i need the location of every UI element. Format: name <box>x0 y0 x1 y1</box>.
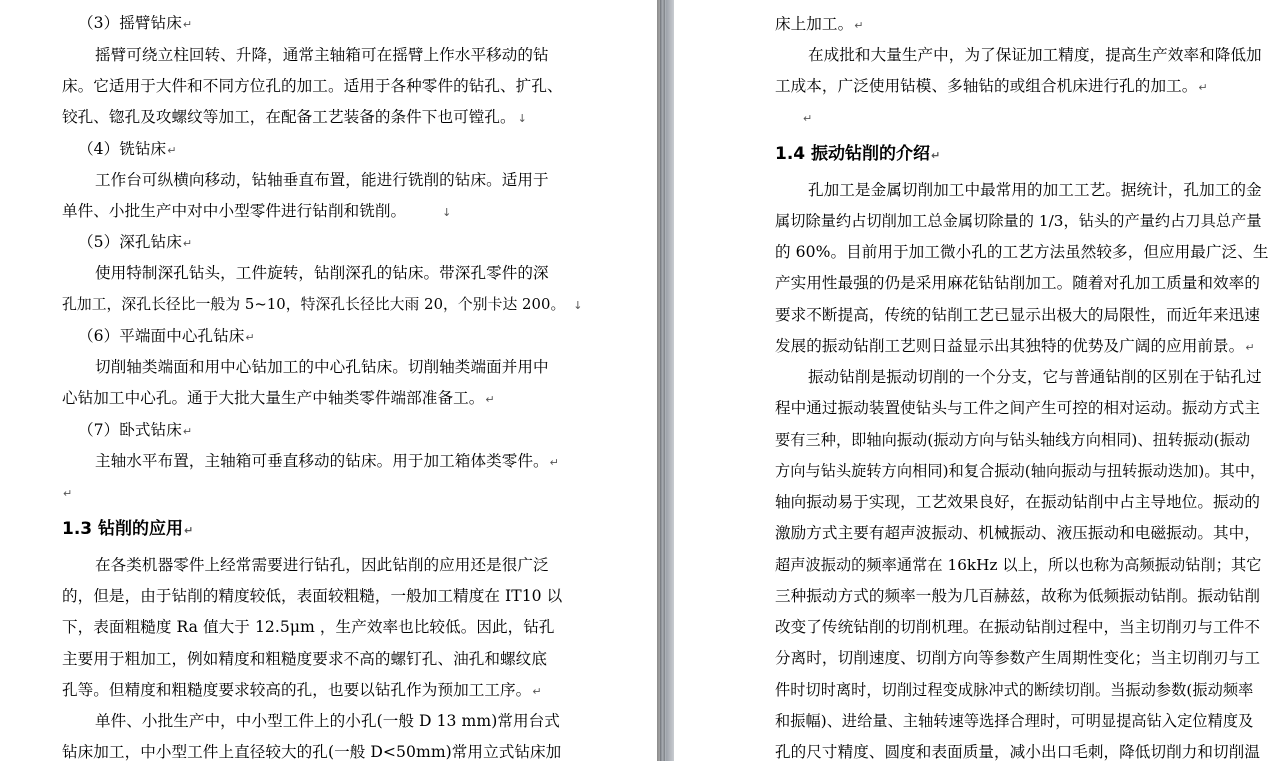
text-line: 单件、小批生产中，中小型工件上的小孔(一般 D 13 mm)常用台式 <box>95 712 560 730</box>
empty-paragraph: ↵ <box>63 487 73 500</box>
text-line: 心钻加工中心孔。通于大批大量生产中轴类零件端部准备工。↵ <box>62 389 495 407</box>
text-line: 的 60%。目前用于加工微小孔的工艺方法虽然较多，但应用最广泛、生 <box>775 243 1269 261</box>
text-line: 切削轴类端面和用中心钻加工的中心孔钻床。切削轴类端面并用中 <box>95 358 549 376</box>
subheading-milling-drill: （4）铣钻床↵ <box>78 140 177 158</box>
subheading-center-hole-drill: （6）平端面中心孔钻床↵ <box>78 327 255 345</box>
text-line: 振动钻削是振动切削的一个分支，它与普通钻削的区别在于钻孔过 <box>808 368 1262 386</box>
text-line: 铰孔、锪孔及攻螺纹等加工，在配备工艺装备的条件下也可镗孔。 ↓ <box>62 108 527 126</box>
text-line: 和振幅)、进给量、主轴转速等选择合理时，可明显提高钻入定位精度及 <box>775 712 1254 730</box>
text-line: 程中通过振动装置使钻头与工件之间产生可控的相对运动。振动方式主 <box>775 399 1260 417</box>
subheading-horizontal-drill: （7）卧式钻床↵ <box>78 421 193 439</box>
text-line: 产实用性最强的仍是采用麻花钻钻削加工。随着对孔加工质量和效率的 <box>775 274 1260 292</box>
text-line: 要有三种，即轴向振动(振动方向与钻头轴线方向相同)、扭转振动(振动 <box>775 431 1251 449</box>
text-line: 使用特制深孔钻头，工件旋转，钻削深孔的钻床。带深孔零件的深 <box>95 264 549 282</box>
text-line: 在各类机器零件上经常需要进行钻孔，因此钻削的应用还是很广泛 <box>95 556 549 574</box>
text-line: 超声波振动的频率通常在 16kHz 以上，所以也称为高频振动钻削；其它 <box>775 556 1262 574</box>
text-line: 孔加工是金属切削加工中最常用的加工工艺。据统计，孔加工的金 <box>808 181 1262 199</box>
text-line: 摇臂可绕立柱回转、升降，通常主轴箱可在摇臂上作水平移动的钻 <box>95 46 549 64</box>
text-line: 主要用于粗加工，例如精度和粗糙度要求不高的螺钉孔、油孔和螺纹底 <box>62 650 547 668</box>
document-page-right[interactable] <box>674 0 1285 761</box>
section-heading-1-4: 1.4 振动钻削的介绍↵ <box>775 144 941 164</box>
empty-paragraph: ↵ <box>803 112 813 125</box>
text-line: 在成批和大量生产中，为了保证加工精度，提高生产效率和降低加 <box>808 46 1262 64</box>
subheading-deep-hole-drill: （5）深孔钻床↵ <box>78 233 193 251</box>
text-line: 下，表面粗糙度 Ra 值大于 12.5μm ，生产效率也比较低。因此，钻孔 <box>62 618 555 636</box>
text-line: 孔的尺寸精度、圆度和表面质量，减小出口毛刺，降低切削力和切削温 <box>775 743 1260 761</box>
text-line: 钻床加工，中小型工件上直径较大的孔(一般 D<50mm)常用立式钻床加 <box>62 743 562 761</box>
text-line: 的，但是，由于钻削的精度较低，表面较粗糙，一般加工精度在 IT10 以 <box>62 587 563 605</box>
text-line: 轴向振动易于实现，工艺效果良好，在振动钻削中占主导地位。振动的 <box>775 493 1260 511</box>
text-line: 分离时，切削速度、切削方向等参数产生周期性变化；当主切削刃与工 <box>775 649 1260 667</box>
text-line: 要求不断提高，传统的钻削工艺已显示出极大的局限性，而近年来迅速 <box>775 306 1260 324</box>
text-line: 工成本，广泛使用钻模、多轴钻的或组合机床进行孔的加工。↵ <box>775 77 1208 95</box>
text-line: 改变了传统钻削的切削机理。在振动钻削过程中，当主切削刃与工件不 <box>775 618 1260 636</box>
text-line: 床上加工。↵ <box>775 15 864 33</box>
text-line: 主轴水平布置，主轴箱可垂直移动的钻床。用于加工箱体类零件。↵ <box>95 452 559 470</box>
text-line: 激励方式主要有超声波振动、机械振动、液压振动和电磁振动。其中， <box>775 524 1260 542</box>
text-line: 孔加工，深孔长径比一般为 5~10，特深孔长径比大雨 20，个别卡达 200。 ↓ <box>62 296 583 313</box>
text-line: 三种振动方式的频率一般为几百赫兹，故称为低频振动钻削。振动钻削 <box>775 587 1260 605</box>
text-line: 工作台可纵横向移动，钻轴垂直布置，能进行铣削的钻床。适用于 <box>95 171 549 189</box>
section-heading-1-3: 1.3 钻削的应用↵ <box>62 519 194 539</box>
subheading-radial-drill: （3）摇臂钻床↵ <box>78 14 193 32</box>
text-line: 床。它适用于大件和不同方位孔的加工。适用于各种零件的钻孔、扩孔、 <box>62 77 563 95</box>
text-line: 发展的振动钻削工艺则日益显示出其独特的优势及广阔的应用前景。↵ <box>775 337 1255 355</box>
text-line: 属切除量约占切削加工总金属切除量的 1/3，钻头的产量约占刀具总产量 <box>775 212 1262 230</box>
text-line: 方向与钻头旋转方向相同)和复合振动(轴向振动与扭转振动迭加)。其中， <box>775 462 1266 480</box>
text-line: 件时切时离时，切削过程变成脉冲式的断续切削。当振动参数(振动频率 <box>775 681 1254 699</box>
text-line: 单件、小批生产中对中小型零件进行钻削和铣削。 ↓ <box>62 202 452 220</box>
page-gap-divider <box>657 0 674 761</box>
text-line: 孔等。但精度和粗糙度要求较高的孔，也要以钻孔作为预加工工序。↵ <box>62 681 542 699</box>
